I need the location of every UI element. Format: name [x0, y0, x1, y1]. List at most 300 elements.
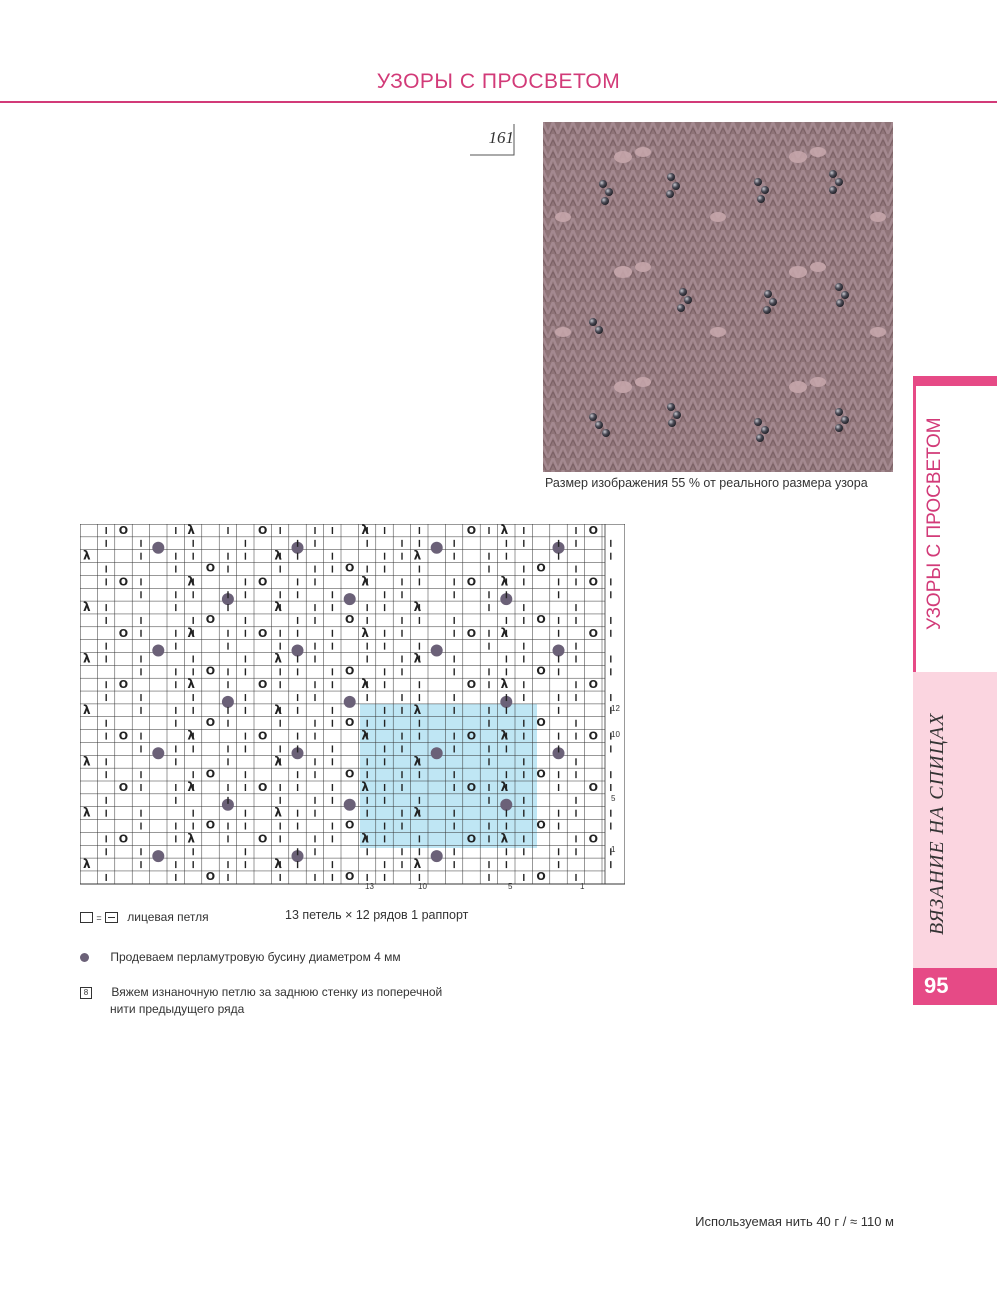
knit-mark	[454, 848, 455, 855]
knit-mark	[245, 707, 246, 714]
bead-mark	[553, 645, 565, 657]
knit-mark	[314, 617, 315, 624]
knit-mark	[367, 656, 368, 663]
knit-mark	[314, 656, 315, 663]
knit-mark	[106, 835, 107, 842]
pattern-number: 161	[488, 128, 514, 147]
decrease-mark: λ	[83, 754, 91, 769]
legend-knit-label: лицевая петля	[127, 910, 209, 924]
knit-mark	[193, 656, 194, 663]
knit-mark	[610, 668, 611, 675]
knit-mark	[488, 784, 489, 791]
knit-mark	[193, 745, 194, 752]
knit-mark	[523, 797, 524, 804]
knit-mark	[488, 797, 489, 804]
knit-mark	[401, 553, 402, 560]
knit-mark	[384, 835, 385, 842]
knit-mark	[193, 668, 194, 675]
knit-mark	[140, 745, 141, 752]
knit-mark	[401, 630, 402, 637]
knit-mark	[332, 527, 333, 534]
knit-mark	[558, 733, 559, 740]
yarn-over-mark: O	[345, 613, 355, 627]
legend-purl	[80, 985, 442, 999]
knit-mark	[314, 848, 315, 855]
knit-mark	[314, 540, 315, 547]
knit-mark	[175, 591, 176, 598]
decrease-mark: λ	[361, 677, 369, 692]
knit-mark	[280, 591, 281, 598]
yarn-over-mark: O	[258, 524, 268, 537]
knit-mark	[384, 874, 385, 881]
knit-mark	[280, 643, 281, 650]
knit-mark	[454, 733, 455, 740]
decrease-mark: λ	[274, 805, 282, 820]
knit-mark	[280, 835, 281, 842]
knit-mark	[245, 668, 246, 675]
knit-mark	[227, 591, 228, 598]
knit-mark	[384, 707, 385, 714]
knit-mark	[401, 745, 402, 752]
knit-mark	[575, 848, 576, 855]
knit-mark	[610, 591, 611, 598]
knit-mark	[140, 540, 141, 547]
yarn-over-mark: O	[118, 626, 129, 640]
knit-mark	[506, 540, 507, 547]
knit-mark	[140, 656, 141, 663]
knit-mark	[506, 848, 507, 855]
decrease-mark: λ	[361, 831, 369, 846]
decrease-mark: λ	[274, 548, 282, 563]
knit-mark	[175, 643, 176, 650]
knit-mark	[488, 553, 489, 560]
knit-mark	[297, 540, 298, 547]
knit-mark	[193, 771, 194, 778]
knit-mark	[523, 656, 524, 663]
knit-mark	[558, 656, 559, 663]
decrease-mark: λ	[413, 805, 422, 820]
knit-mark	[297, 823, 298, 830]
yarn-over-mark: O	[466, 524, 477, 537]
knit-mark	[384, 668, 385, 675]
knit-mark	[367, 617, 368, 624]
knit-mark	[384, 643, 385, 650]
yarn-over-mark: O	[588, 832, 598, 846]
yarn-over-mark: O	[258, 575, 268, 589]
knit-mark	[454, 578, 455, 585]
yarn-over-mark: O	[536, 664, 546, 678]
knit-mark	[575, 604, 576, 611]
knit-mark	[384, 527, 385, 534]
knit-mark	[454, 823, 455, 830]
knit-mark	[193, 823, 194, 830]
knit-mark	[245, 617, 246, 624]
knit-mark	[558, 810, 559, 817]
yarn-over-mark: O	[466, 832, 477, 846]
knit-mark	[454, 784, 455, 791]
knit-mark	[332, 591, 333, 598]
knit-mark	[610, 656, 611, 663]
yarn-over-mark: O	[588, 575, 598, 589]
knit-mark	[384, 630, 385, 637]
knit-mark	[523, 540, 524, 547]
knit-mark	[610, 578, 611, 585]
yarn-over-mark: O	[466, 678, 477, 692]
decrease-mark: λ	[83, 548, 91, 563]
knit-mark	[332, 630, 333, 637]
knit-mark	[106, 617, 107, 624]
bead-mark	[344, 696, 356, 708]
decrease-mark: λ	[187, 524, 195, 537]
knit-mark	[575, 771, 576, 778]
knit-mark	[575, 566, 576, 573]
knit-mark	[558, 630, 559, 637]
knit-mark	[523, 771, 524, 778]
knit-mark	[367, 566, 368, 573]
knit-mark	[575, 656, 576, 663]
knit-mark	[245, 553, 246, 560]
knit-mark	[506, 694, 507, 701]
yarn-over-mark: O	[258, 626, 268, 640]
decrease-mark: λ	[500, 625, 509, 640]
yarn-over-mark: O	[258, 678, 268, 692]
decrease-mark: λ	[187, 677, 195, 692]
knit-mark	[454, 553, 455, 560]
knit-mark	[227, 835, 228, 842]
knit-mark	[106, 578, 107, 585]
knit-mark	[454, 668, 455, 675]
knit-mark	[332, 797, 333, 804]
knit-mark	[575, 540, 576, 547]
knit-mark	[419, 720, 420, 727]
knit-mark	[140, 578, 141, 585]
sidebar-book-label: ВЯЗАНИЕ НА СПИЦАХ	[926, 712, 948, 935]
knit-mark	[332, 668, 333, 675]
knit-mark	[332, 745, 333, 752]
bead-mark	[344, 593, 356, 605]
knit-mark	[297, 656, 298, 663]
knit-mark	[332, 643, 333, 650]
knit-mark	[106, 604, 107, 611]
yarn-over-mark: O	[345, 561, 355, 575]
knit-mark	[610, 630, 611, 637]
knit-mark	[575, 835, 576, 842]
knit-mark	[401, 668, 402, 675]
knit-mark	[488, 668, 489, 675]
yarn-over-mark: O	[466, 575, 477, 589]
decrease-mark: λ	[500, 574, 509, 589]
knitting-chart-grid	[80, 524, 625, 894]
knit-mark	[488, 874, 489, 881]
yarn-over-mark: O	[466, 729, 477, 743]
knit-mark	[558, 591, 559, 598]
legend-knit	[80, 910, 209, 924]
knit-mark	[454, 540, 455, 547]
knit-mark	[558, 784, 559, 791]
knit-mark	[227, 604, 228, 611]
knit-mark	[140, 707, 141, 714]
knit-mark	[575, 617, 576, 624]
decrease-mark: λ	[83, 651, 91, 666]
knit-mark	[558, 861, 559, 868]
yarn-over-mark: O	[345, 818, 355, 832]
knit-mark	[106, 874, 107, 881]
knit-mark	[175, 758, 176, 765]
knit-mark	[419, 527, 420, 534]
yarn-over-mark: O	[118, 575, 129, 589]
knit-mark	[332, 861, 333, 868]
knit-mark	[106, 733, 107, 740]
knit-mark	[314, 810, 315, 817]
yarn-usage: Используемая нить 40 г / ≈ 110 м	[695, 1214, 894, 1229]
knit-mark	[280, 745, 281, 752]
knit-mark	[175, 707, 176, 714]
yarn-over-mark: O	[205, 715, 216, 729]
knit-mark	[297, 784, 298, 791]
knit-mark	[297, 848, 298, 855]
knit-mark	[367, 874, 368, 881]
knit-mark	[575, 810, 576, 817]
legend-equals: =	[96, 913, 102, 923]
knit-mark	[575, 643, 576, 650]
knit-mark	[558, 823, 559, 830]
knit-mark	[245, 861, 246, 868]
knit-mark	[175, 527, 176, 534]
yarn-over-mark: O	[536, 767, 546, 781]
knit-mark	[297, 733, 298, 740]
knit-mark	[106, 527, 107, 534]
knit-mark	[175, 553, 176, 560]
knit-mark	[506, 668, 507, 675]
knit-mark	[245, 591, 246, 598]
col-label-10: 10	[418, 882, 427, 891]
knit-mark	[106, 797, 107, 804]
yarn-over-mark: O	[536, 818, 546, 832]
yarn-over-mark: O	[205, 870, 216, 884]
knit-mark	[610, 810, 611, 817]
knit-mark	[175, 823, 176, 830]
yarn-over-mark: O	[258, 781, 268, 794]
knit-mark	[610, 694, 611, 701]
knit-mark	[332, 874, 333, 881]
knit-mark	[227, 668, 228, 675]
knit-mark	[558, 668, 559, 675]
knit-mark	[384, 758, 385, 765]
yarn-over-mark: O	[205, 561, 216, 575]
knit-symbol-alt-icon	[105, 912, 118, 923]
knit-mark	[523, 874, 524, 881]
knit-mark	[106, 566, 107, 573]
knit-mark	[488, 566, 489, 573]
yarn-over-mark: O	[588, 781, 598, 794]
knit-mark	[523, 758, 524, 765]
knit-mark	[523, 617, 524, 624]
bead-mark	[292, 645, 304, 657]
knit-mark	[610, 823, 611, 830]
knit-mark	[245, 745, 246, 752]
knit-mark	[280, 784, 281, 791]
knit-mark	[297, 578, 298, 585]
knit-mark	[314, 527, 315, 534]
decrease-mark: λ	[500, 780, 509, 794]
decrease-mark: λ	[274, 651, 282, 666]
knit-mark	[419, 566, 420, 573]
yarn-over-mark: O	[118, 678, 129, 692]
knit-mark	[367, 771, 368, 778]
knit-mark	[367, 720, 368, 727]
knit-mark	[575, 527, 576, 534]
knit-mark	[454, 591, 455, 598]
knit-mark	[506, 656, 507, 663]
col-label-5: 5	[508, 882, 513, 891]
knitted-sample-photo	[543, 122, 893, 472]
decrease-mark: λ	[500, 831, 509, 846]
knit-mark	[575, 733, 576, 740]
knit-mark	[610, 784, 611, 791]
bead-mark	[431, 747, 443, 759]
knit-mark	[575, 797, 576, 804]
knit-mark	[227, 720, 228, 727]
knit-mark	[523, 578, 524, 585]
knit-mark	[367, 643, 368, 650]
knit-mark	[175, 835, 176, 842]
knit-mark	[419, 771, 420, 778]
knit-mark	[297, 707, 298, 714]
yarn-over-mark: O	[536, 561, 546, 575]
decrease-mark: λ	[187, 780, 195, 794]
knit-mark	[488, 527, 489, 534]
knit-mark	[175, 784, 176, 791]
knit-mark	[245, 771, 246, 778]
knit-mark	[419, 848, 420, 855]
section-title: УЗОРЫ С ПРОСВЕТОМ	[376, 70, 621, 93]
yarn-over-mark: O	[588, 729, 598, 743]
knit-mark	[175, 604, 176, 611]
repeat-info: 13 петель × 12 рядов 1 раппорт	[285, 908, 469, 922]
knit-mark	[193, 540, 194, 547]
knit-mark	[506, 591, 507, 598]
yarn-over-mark: O	[205, 767, 216, 781]
knit-mark	[297, 630, 298, 637]
knitting-chart	[80, 524, 625, 894]
knit-mark	[575, 578, 576, 585]
knit-mark	[106, 848, 107, 855]
knit-mark	[227, 566, 228, 573]
knit-mark	[106, 758, 107, 765]
knit-mark	[297, 617, 298, 624]
legend-bead-label: Продеваем перламутровую бусину диаметром 4 мм	[110, 950, 401, 964]
knit-mark	[523, 643, 524, 650]
knit-mark	[314, 694, 315, 701]
knit-mark	[297, 591, 298, 598]
knit-mark	[506, 823, 507, 830]
knit-mark	[523, 694, 524, 701]
knit-mark	[106, 810, 107, 817]
yarn-over-mark: O	[536, 613, 546, 627]
knit-mark	[280, 720, 281, 727]
header-divider	[0, 101, 997, 103]
knit-mark	[575, 720, 576, 727]
knit-mark	[280, 527, 281, 534]
knit-mark	[401, 861, 402, 868]
knit-mark	[523, 527, 524, 534]
knit-mark	[384, 604, 385, 611]
knit-mark	[297, 694, 298, 701]
knit-mark	[106, 681, 107, 688]
knit-symbol-icon	[80, 912, 93, 923]
knit-mark	[227, 707, 228, 714]
knit-mark	[454, 745, 455, 752]
decrease-mark: λ	[83, 600, 91, 615]
knit-mark	[401, 771, 402, 778]
knit-mark	[506, 861, 507, 868]
knit-mark	[106, 643, 107, 650]
yarn-over-mark: O	[258, 832, 268, 846]
knit-mark	[140, 733, 141, 740]
knit-mark	[384, 797, 385, 804]
decrease-mark: λ	[413, 857, 422, 872]
knit-mark	[314, 874, 315, 881]
knit-mark	[245, 630, 246, 637]
knit-mark	[384, 681, 385, 688]
knit-mark	[193, 861, 194, 868]
knit-mark	[280, 823, 281, 830]
decrease-mark: λ	[187, 831, 195, 846]
knit-mark	[245, 733, 246, 740]
knit-mark	[140, 861, 141, 868]
knit-mark	[488, 758, 489, 765]
knit-mark	[227, 527, 228, 534]
knit-mark	[610, 553, 611, 560]
knit-mark	[332, 758, 333, 765]
decrease-mark: λ	[187, 728, 195, 743]
knit-mark	[454, 694, 455, 701]
knit-mark	[227, 643, 228, 650]
knit-mark	[558, 694, 559, 701]
decrease-mark: λ	[361, 524, 369, 537]
knit-mark	[384, 566, 385, 573]
knit-mark	[454, 656, 455, 663]
decrease-mark: λ	[413, 702, 422, 717]
knit-mark	[401, 617, 402, 624]
knit-mark	[193, 617, 194, 624]
decrease-mark: λ	[187, 574, 195, 589]
knit-mark	[140, 553, 141, 560]
knit-mark	[314, 835, 315, 842]
knit-mark	[506, 745, 507, 752]
knit-mark	[227, 758, 228, 765]
knit-mark	[193, 810, 194, 817]
knit-mark	[506, 707, 507, 714]
knit-mark	[610, 745, 611, 752]
knit-mark	[419, 733, 420, 740]
decrease-mark: λ	[413, 651, 422, 666]
knit-mark	[280, 566, 281, 573]
knit-mark	[106, 540, 107, 547]
knit-mark	[106, 694, 107, 701]
knit-mark	[297, 861, 298, 868]
knit-mark	[401, 656, 402, 663]
knit-mark	[419, 681, 420, 688]
knit-mark	[245, 810, 246, 817]
knit-mark	[610, 861, 611, 868]
knit-mark	[575, 681, 576, 688]
knit-mark	[367, 797, 368, 804]
yarn-over-mark: O	[536, 870, 546, 884]
knit-mark	[419, 694, 420, 701]
knit-mark	[419, 874, 420, 881]
yarn-over-mark: O	[345, 715, 355, 729]
